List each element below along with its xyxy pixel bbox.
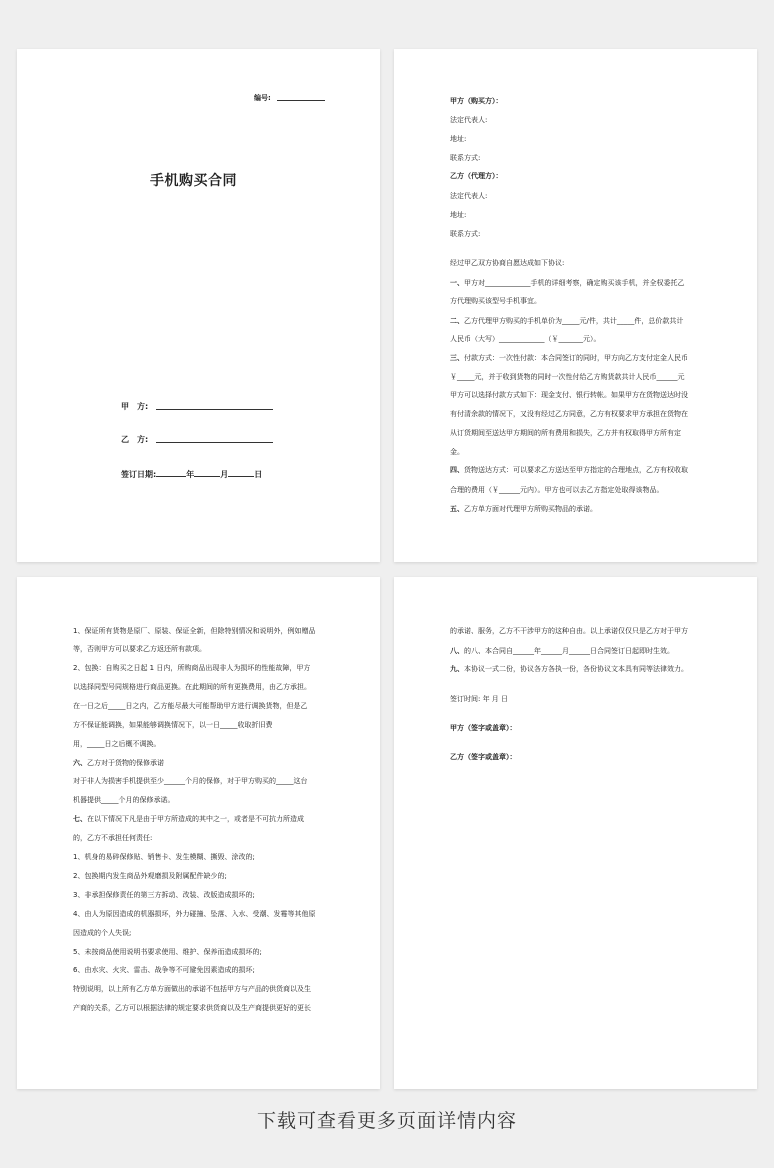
contract-page-4	[394, 577, 757, 1089]
page2-line: 三、付款方式：一次性付款：本合同签订的同时，甲方向乙方支付定金人民币	[450, 354, 688, 362]
page4-line: 的承诺、服务，乙方不干涉甲方的这种自由。以上承诺仅仅只是乙方对于甲方	[450, 627, 688, 635]
page4-line: 甲方（签字或盖章）：	[450, 724, 517, 732]
page4-line: 九、本协议一式二份，协议各方各执一份，各份协议文本具有同等法律效力。	[450, 665, 688, 673]
contract-number-blank	[277, 100, 325, 101]
page3-line: 3、非承担保修责任的第三方拆动、改装、改版造成损坏的;	[73, 891, 255, 899]
day-label: 日	[254, 470, 263, 479]
page3-line: 的，乙方不承担任何责任:	[73, 834, 153, 842]
page3-line: 1、机身的易碎保修贴、销售卡、发生模糊、撕毁、涂改的;	[73, 853, 255, 861]
party-b-blank	[156, 442, 273, 443]
cover-page	[17, 49, 380, 562]
page2-line: 一、甲方对_____________手机的详细考察，确定购买该手机，并全权委托乙	[450, 279, 685, 287]
page2-line: 有付清余款的情况下，又没有经过乙方同意，乙方有权要求甲方承担在货物在	[450, 410, 688, 418]
month-label: 月	[220, 470, 229, 479]
page2-line: 从订货期间至送达甲方期间的所有费用和损失，乙方并有权取得甲方所有定	[450, 429, 681, 437]
page3-line: 6、由水灾、火灾、雷击、战争等不可避免因素造成的损坏;	[73, 966, 255, 974]
page3-line: 4、由人为原因造成的机器损坏，外力碰撞、坠落、入水、受潮、发霉等其他原	[73, 910, 316, 918]
page2-line: 法定代表人:	[450, 116, 488, 124]
page2-line: 人民币（大写）_____________（￥_______元）。	[450, 335, 601, 343]
page3-line: 2、包换：自购买之日起 1 日内，所购商品出现非人为损坏的性能故障，甲方	[73, 664, 311, 672]
page2-line: 金。	[450, 448, 464, 456]
page3-line: 产商的关系，乙方可以根据法律的规定要求供货商以及生产商提供更好的更长	[73, 1004, 311, 1012]
page3-line: 5、未按商品使用说明书要求使用、维护、保养而造成损坏的;	[73, 948, 262, 956]
page2-line: ￥_____元，并于收到货物的同时一次性付给乙方购货款共计人民币______元	[450, 373, 685, 381]
download-more-footer: 下载可查看更多页面详情内容	[256, 1110, 517, 1132]
party-a-label: 甲 方:	[121, 402, 149, 411]
page2-line: 联系方式:	[450, 154, 481, 162]
sign-date-line	[121, 468, 262, 480]
page3-line: 方不保证能调换，如果能够调换情况下，以一日_____收取折旧费	[73, 721, 273, 729]
page4-line: 签订时间: 年 月 日	[450, 695, 509, 703]
contract-page-3	[17, 577, 380, 1089]
page3-line: 特别说明，以上所有乙方单方面做出的承诺不包括甲方与产品的供货商以及生	[73, 985, 311, 993]
page3-line: 六、乙方对于货物的保修承诺	[73, 759, 164, 767]
page2-line: 五、乙方单方面对代理甲方所购买物品的承诺。	[450, 505, 597, 513]
page4-line: 八、的八、本合同自______年______月______日合同签订日起即时生效。	[450, 647, 674, 655]
page3-line: 在一日之后_____日之内，乙方能尽最大可能帮助甲方进行调换货物，但是乙	[73, 702, 308, 710]
page2-line: 法定代表人:	[450, 192, 488, 200]
page3-line: 机器提供_____个月的保修承诺。	[73, 796, 175, 804]
party-a-blank	[156, 409, 273, 410]
page3-line: 1、保证所有货物是原厂、原装、保证全新，但除特别情况和说明外，例如赠品	[73, 627, 316, 635]
page3-line: 2、包换期内发生商品外观磨损及附属配件缺少的;	[73, 872, 227, 880]
page3-line: 用，_____日之后概不调换。	[73, 740, 161, 748]
page2-line: 方代理购买该型号手机事宜。	[450, 297, 541, 305]
page2-line: 地址:	[450, 211, 467, 219]
page4-line: 乙方（签字或盖章）：	[450, 753, 517, 761]
page2-line: 四、货物送达方式：可以要求乙方送达至甲方指定的合理地点，乙方有权收取	[450, 466, 688, 474]
page3-line: 对于非人为损害手机提供至少______个月的保修，对于甲方购买的_____这台	[73, 777, 308, 785]
page2-line: 经过甲乙双方协商自愿达成如下协议:	[450, 259, 565, 267]
page2-line: 联系方式:	[450, 230, 481, 238]
contract-page-2	[394, 49, 757, 562]
sign-date-label: 签订日期:	[121, 470, 157, 479]
page3-line: 等，否则甲方可以要求乙方返还所有款项。	[73, 645, 206, 653]
contract-title: 手机购买合同	[150, 173, 237, 189]
page3-line: 以选择同型号同规格进行商品更换。在此期间的所有更换费用，由乙方承担。	[73, 683, 311, 691]
page2-line: 乙方（代理方）：	[450, 172, 503, 180]
page2-line: 地址:	[450, 135, 467, 143]
page2-line: 合理的费用（￥______元内）。甲方也可以去乙方指定处取得该物品。	[450, 486, 664, 494]
page2-line: 甲方（购买方）：	[450, 97, 503, 105]
party-b-label: 乙 方:	[121, 435, 149, 444]
page2-line: 甲方可以选择付款方式如下：现金支付、银行转帐。如果甲方在货物送达时没	[450, 391, 688, 399]
contract-number-label: 编号:	[254, 94, 271, 102]
page2-line: 二、乙方代理甲方购买的手机单价为_____元/件，共计_____件，总价款共计	[450, 317, 684, 325]
page3-line: 因造成的个人失误;	[73, 929, 132, 937]
year-label: 年	[186, 470, 195, 479]
page3-line: 七、在以下情况下凡是由于甲方所造成的其中之一，或者是不可抗力所造成	[73, 815, 304, 823]
